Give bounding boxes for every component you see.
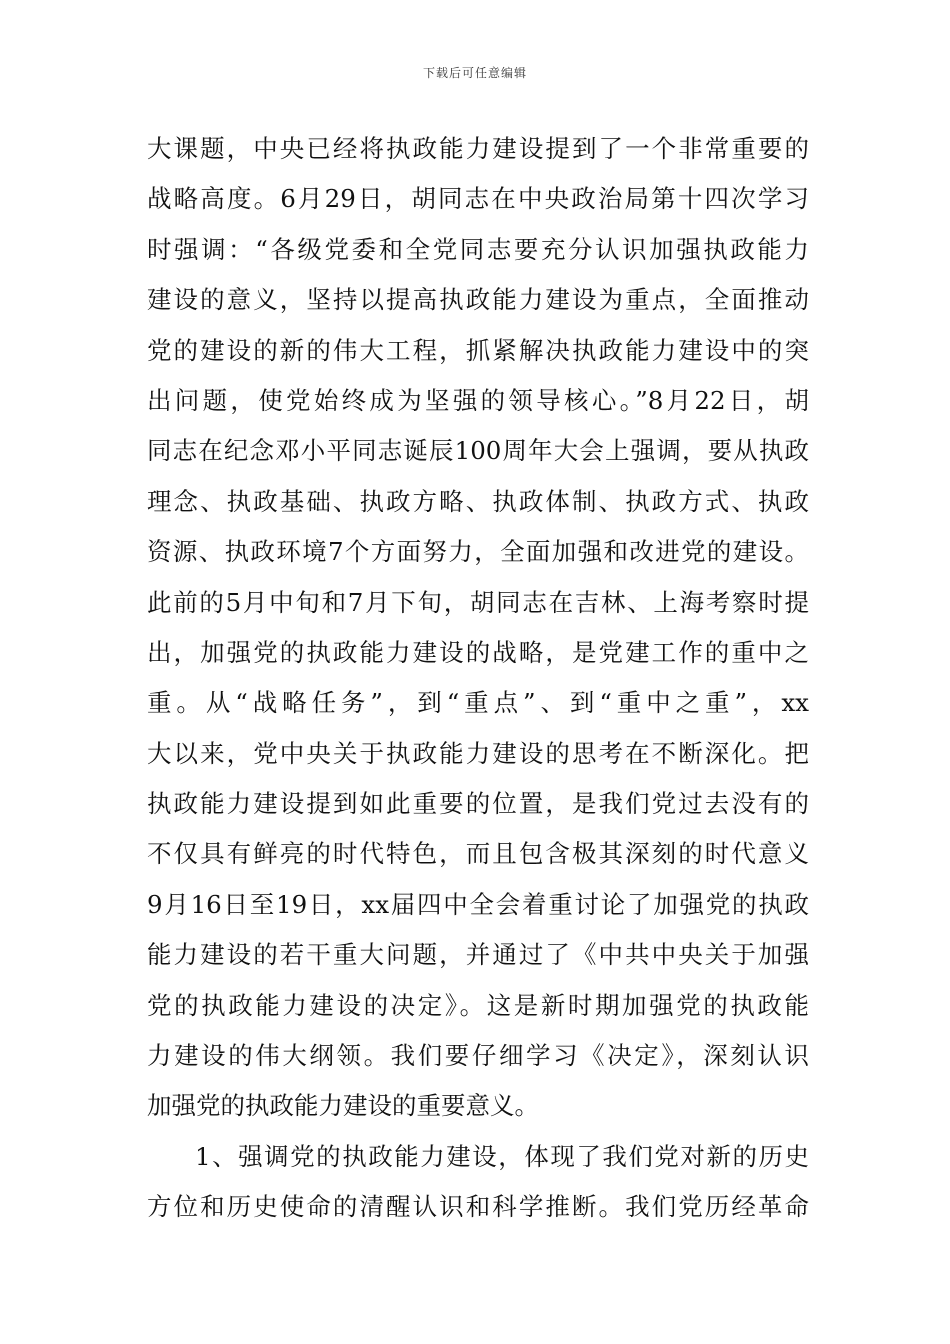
text-line: 同志在纪念邓小平同志诞辰100周年大会上强调，要从执政 — [147, 436, 809, 466]
text-line: 方位和历史使命的清醒认识和科学推断。我们党历经革命 — [147, 1192, 809, 1222]
text-line: 出，加强党的执政能力建设的战略，是党建工作的重中之 — [147, 637, 809, 667]
text-line: 大以来，党中央关于执政能力建设的思考在不断深化。把 — [147, 738, 809, 768]
text-line: 力建设的伟大纲领。我们要仔细学习《决定》，深刻认识 — [147, 1041, 809, 1071]
text-line-paragraph-end: 加强党的执政能力建设的重要意义。 — [147, 1091, 539, 1121]
text-line: 9月16日至19日，xx届四中全会着重讨论了加强党的执政 — [147, 889, 809, 919]
text-line: 战略高度。6月29日，胡同志在中央政治局第十四次学习 — [147, 184, 809, 214]
text-line: 党的执政能力建设的决定》。这是新时期加强党的执政能 — [147, 990, 809, 1020]
text-line-paragraph-start: 1、强调党的执政能力建设，体现了我们党对新的历史 — [195, 1141, 809, 1171]
text-line: 时强调：“各级党委和全党同志要充分认识加强执政能力 — [147, 234, 809, 264]
text-line: 重。从“战略任务”，到“重点”、到“重中之重”，xx — [147, 688, 809, 718]
text-line: 党的建设的新的伟大工程，抓紧解决执政能力建设中的突 — [147, 335, 809, 365]
text-line: 此前的5月中旬和7月下旬，胡同志在吉林、上海考察时提 — [147, 587, 809, 617]
text-line: 建设的意义，坚持以提高执政能力建设为重点，全面推动 — [147, 285, 809, 315]
text-line: 大课题，中央已经将执政能力建设提到了一个非常重要的 — [147, 134, 809, 163]
text-line: 理念、执政基础、执政方略、执政体制、执政方式、执政 — [147, 486, 809, 516]
text-line: 不仅具有鲜亮的时代特色，而且包含极其深刻的时代意义 — [147, 839, 809, 869]
text-line: 能力建设的若干重大问题，并通过了《中共中央关于加强 — [147, 940, 809, 970]
page-header: 下载后可任意编辑 — [422, 66, 527, 80]
text-line: 出问题，使党始终成为坚强的领导核心。”8月22日，胡 — [147, 385, 809, 415]
text-line: 资源、执政环境7个方面努力，全面加强和改进党的建设。 — [147, 537, 809, 567]
document-body — [147, 124, 809, 1233]
text-line: 执政能力建设提到如此重要的位置，是我们党过去没有的 — [147, 789, 809, 819]
